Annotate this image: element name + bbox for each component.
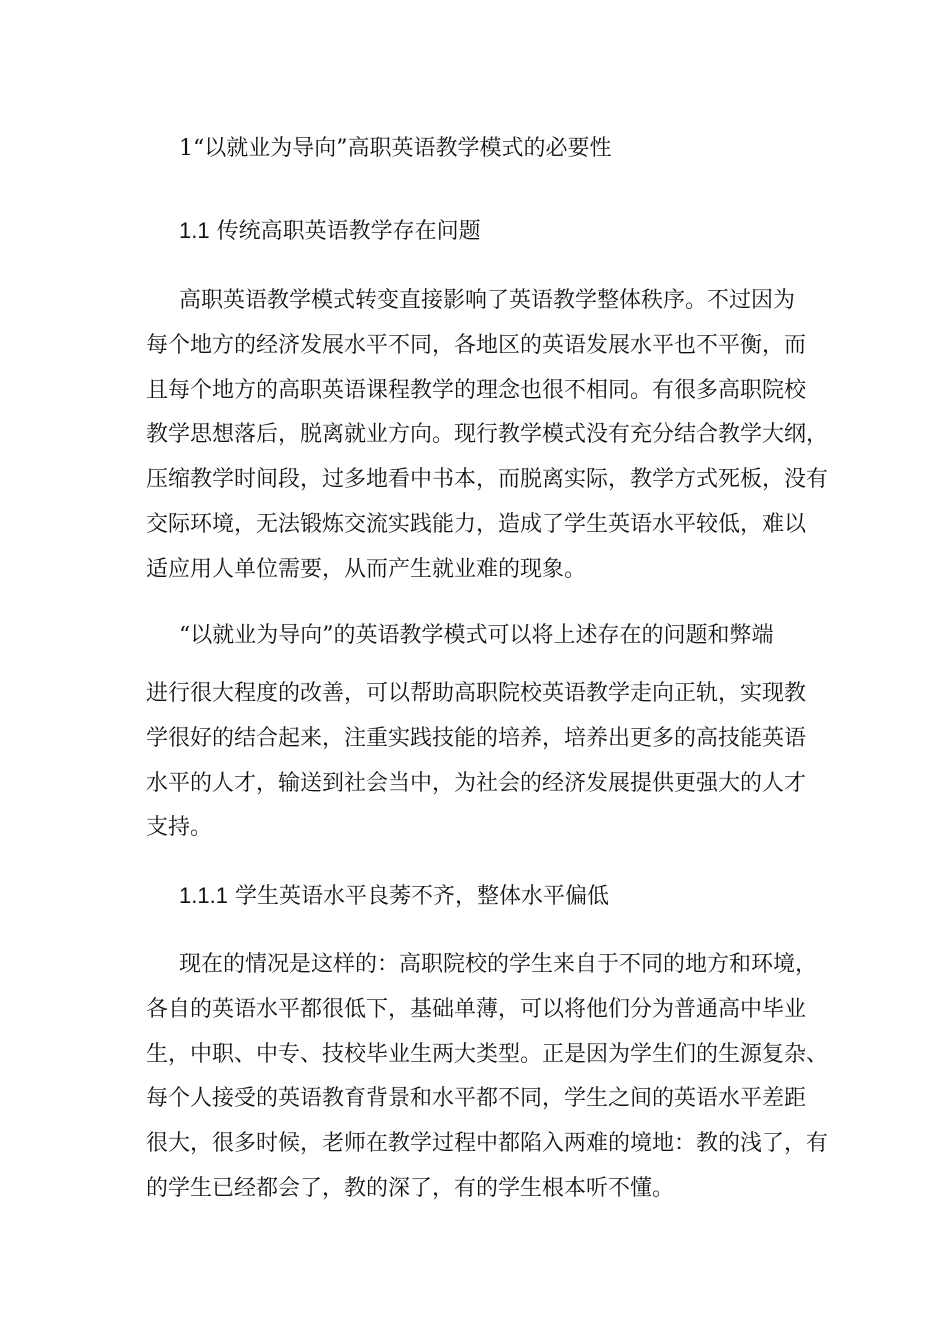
paragraph-line: 交际环境，无法锻炼交流实践能力，造成了学生英语水平较低，难以 bbox=[146, 511, 807, 537]
paragraph-1 bbox=[146, 279, 829, 593]
paragraph-line: 适应用人单位需要，从而产生就业难的现象。 bbox=[146, 556, 587, 582]
paragraph-line: 生，中职、中专、技校毕业生两大类型。正是因为学生们的生源复杂、 bbox=[146, 1041, 829, 1067]
paragraph-line: 学很好的结合起来，注重实践技能的培养，培养出更多的高技能英语 bbox=[146, 725, 807, 751]
paragraph-line: 各自的英语水平都很低下，基础单薄，可以将他们分为普通高中毕业 bbox=[146, 996, 807, 1022]
paragraph-line: 水平的人才，输送到社会当中，为社会的经济发展提供更强大的人才 bbox=[146, 770, 807, 796]
paragraph-line: 教学思想落后，脱离就业方向。现行教学模式没有充分结合教学大纲， bbox=[146, 422, 829, 448]
section-number: 1.1 bbox=[179, 218, 210, 243]
section-heading-1: 1“以就业为导向”高职英语教学模式的必要性 bbox=[179, 136, 612, 161]
section-title: 传统高职英语教学存在问题 bbox=[216, 219, 481, 244]
section-number: 1.1.1 bbox=[179, 883, 228, 908]
paragraph-line: 支持。 bbox=[146, 815, 213, 841]
paragraph-2 bbox=[146, 672, 806, 851]
paragraph-line: 压缩教学时间段，过多地看中书本，而脱离实际，教学方式死板，没有 bbox=[146, 467, 829, 493]
paragraph-line: “以就业为导向”的英语教学模式可以将上述存在的问题和弊端 bbox=[179, 623, 774, 648]
paragraph-line: 很大，很多时候，老师在教学过程中都陷入两难的境地：教的浅了，有 bbox=[146, 1131, 829, 1157]
paragraph-line: 现在的情况是这样的：高职院校的学生来自于不同的地方和环境， bbox=[179, 952, 818, 977]
section-title: 学生英语水平良莠不齐，整体水平偏低 bbox=[234, 884, 609, 909]
paragraph-line: 每个地方的经济发展水平不同，各地区的英语发展水平也不平衡，而 bbox=[146, 332, 807, 358]
paragraph-line: 高职英语教学模式转变直接影响了英语教学整体秩序。不过因为 bbox=[179, 288, 796, 313]
paragraph-3 bbox=[146, 943, 829, 1212]
paragraph-2-first-line bbox=[146, 614, 806, 659]
paragraph-line: 且每个地方的高职英语课程教学的理念也很不相同。有很多高职院校 bbox=[146, 377, 807, 403]
paragraph-line: 每个人接受的英语教育背景和水平都不同，学生之间的英语水平差距 bbox=[146, 1086, 807, 1112]
section-heading-1-1 bbox=[179, 216, 481, 247]
paragraph-line: 进行很大程度的改善，可以帮助高职院校英语教学走向正轨，实现教 bbox=[146, 681, 807, 706]
section-heading-1-1-1 bbox=[179, 881, 609, 912]
paragraph-line: 的学生已经都会了，教的深了，有的学生根本听不懂。 bbox=[146, 1175, 675, 1201]
